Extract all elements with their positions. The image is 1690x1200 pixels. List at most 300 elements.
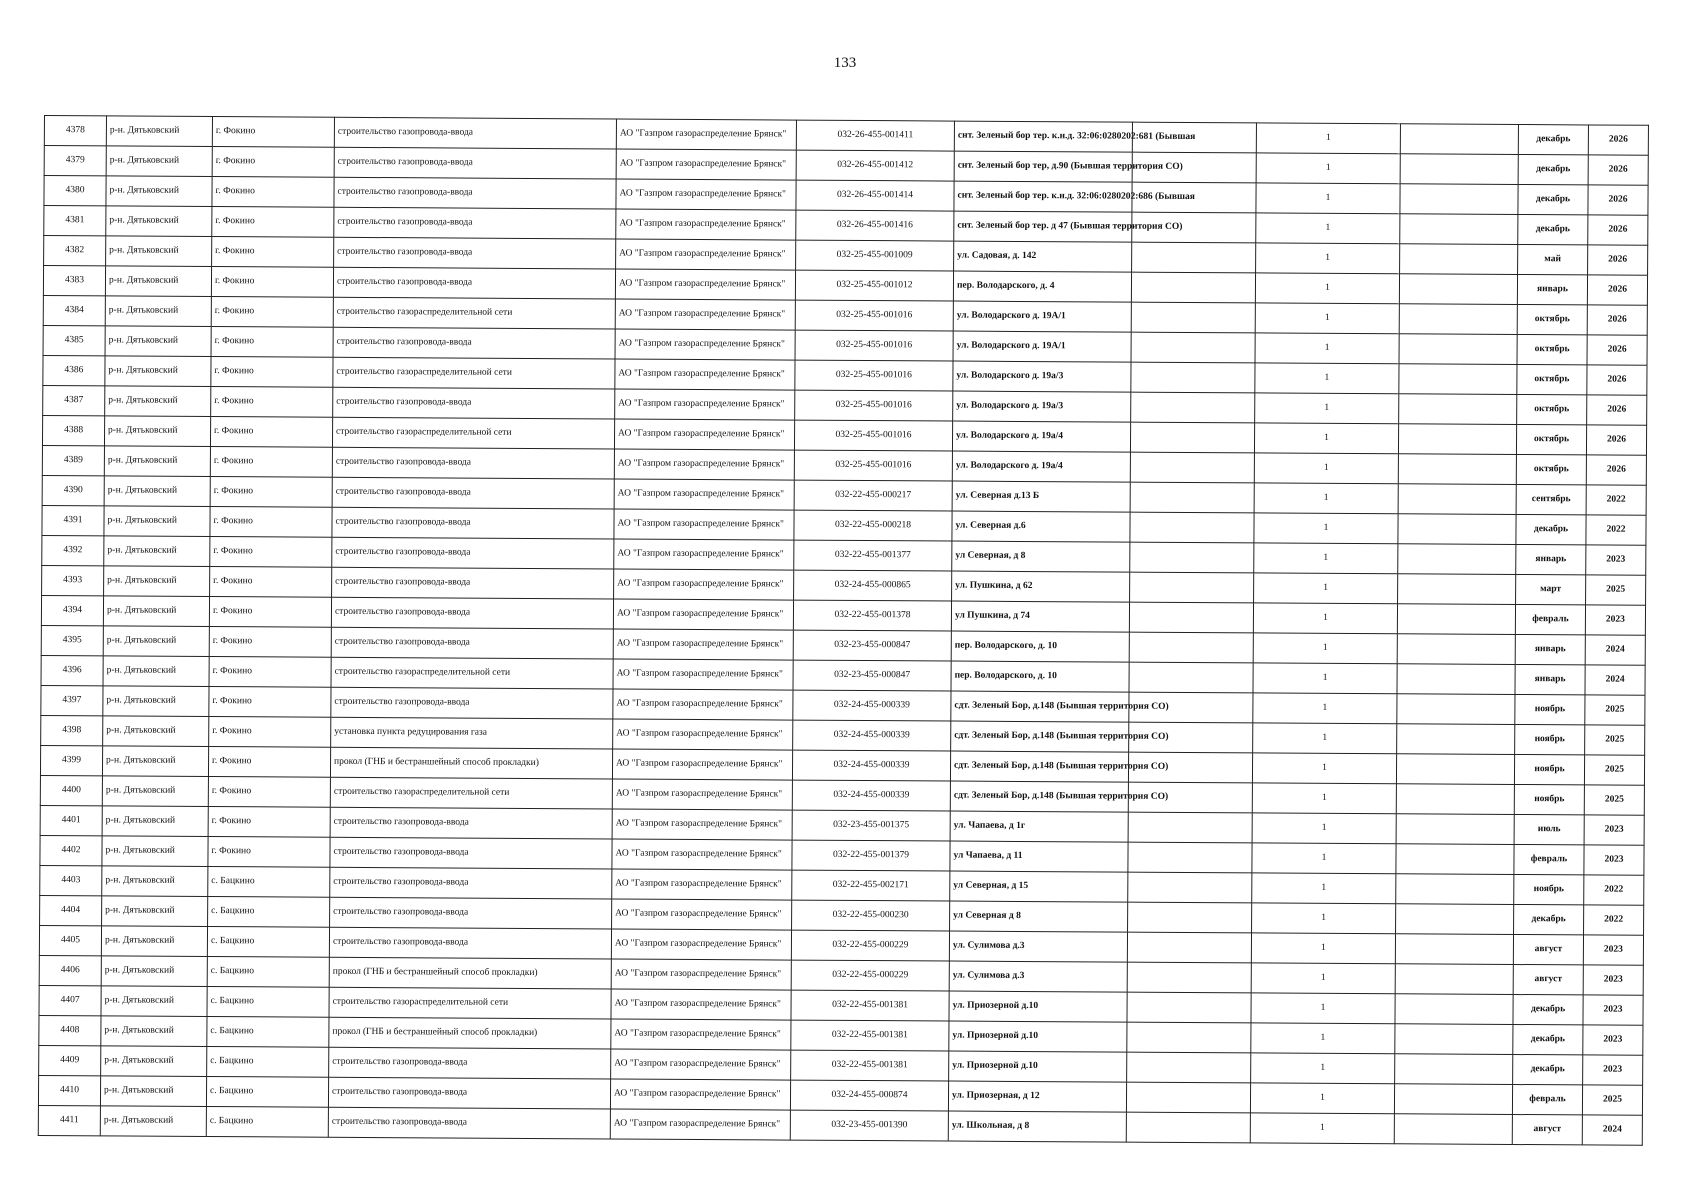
application-number-cell: 032-24-455-000865 — [794, 570, 952, 601]
month-cell: октябрь — [1517, 335, 1587, 365]
empty-cell — [1130, 512, 1254, 543]
work-type-cell: строительство газопровода-ввода — [332, 537, 614, 569]
empty-cell — [1397, 604, 1515, 635]
organization-cell: АО "Газпром газораспределение Брянск" — [612, 899, 792, 930]
row-number: 4409 — [39, 1045, 101, 1075]
locality-cell: г. Фокино — [209, 717, 331, 748]
district-cell: р-н. Дятьковский — [105, 326, 211, 357]
year-cell: 2023 — [1584, 845, 1644, 875]
district-cell: р-н. Дятьковский — [104, 416, 210, 447]
year-cell: 2023 — [1583, 995, 1643, 1025]
work-type-cell: строительство газораспределительной сети — [330, 777, 612, 809]
empty-cell — [1400, 154, 1518, 185]
application-number-cell: 032-23-455-001390 — [790, 1110, 948, 1141]
quantity-cell: 1 — [1253, 603, 1397, 634]
locality-cell: г. Фокино — [208, 807, 330, 838]
row-number: 4402 — [40, 835, 102, 865]
empty-cell — [1397, 694, 1515, 725]
year-cell: 2026 — [1588, 215, 1648, 245]
application-number-cell: 032-24-455-000339 — [793, 720, 951, 751]
district-cell: р-н. Дятьковский — [103, 716, 209, 747]
work-type-cell: строительство газопровода-ввода — [328, 1107, 610, 1139]
year-cell: 2026 — [1587, 305, 1647, 335]
application-number-cell: 032-23-455-000847 — [793, 660, 951, 691]
locality-cell: с. Бацкино — [207, 987, 329, 1018]
address-cell: ул. Северная д.13 Б — [952, 481, 1130, 512]
empty-cell — [1399, 394, 1517, 425]
empty-cell — [1131, 332, 1255, 363]
district-cell: р-н. Дятьковский — [101, 986, 207, 1017]
application-number-cell: 032-23-455-000847 — [793, 630, 951, 661]
empty-cell — [1130, 452, 1254, 483]
work-type-cell: строительство газораспределительной сети — [333, 297, 615, 329]
year-cell: 2025 — [1586, 575, 1646, 605]
district-cell: р-н. Дятьковский — [103, 656, 209, 687]
district-cell: р-н. Дятьковский — [101, 956, 207, 987]
application-number-cell: 032-24-455-000339 — [793, 690, 951, 721]
month-cell: январь — [1516, 544, 1586, 574]
empty-cell — [1126, 1082, 1250, 1113]
organization-cell: АО "Газпром газораспределение Брянск" — [610, 1109, 790, 1140]
row-number: 4407 — [39, 985, 101, 1015]
row-number: 4395 — [41, 625, 103, 655]
district-cell: р-н. Дятьковский — [102, 896, 208, 927]
organization-cell: АО "Газпром газораспределение Брянск" — [614, 509, 794, 540]
address-cell: ул. Пушкина, д 62 — [952, 571, 1130, 602]
quantity-cell: 1 — [1256, 243, 1400, 274]
work-type-cell: строительство газопровода-ввода — [330, 867, 612, 899]
address-cell: сдт. Зеленый Бор, д.148 (Бывшая территория СО) — [950, 781, 1128, 812]
row-number: 4389 — [42, 445, 104, 475]
address-cell: ул. Приозерной д.10 — [949, 991, 1127, 1022]
district-cell: р-н. Дятьковский — [106, 236, 212, 267]
empty-cell — [1130, 572, 1254, 603]
locality-cell: с. Бацкино — [207, 957, 329, 988]
empty-cell — [1400, 124, 1518, 155]
month-cell: февраль — [1515, 604, 1585, 634]
address-cell: снт. Зеленый бор тер. к.н.д. 32:06:0280202:681 (Бывшая — [954, 121, 1132, 152]
application-number-cell: 032-25-455-001016 — [795, 330, 953, 361]
work-type-cell: строительство газопровода-ввода — [328, 1077, 610, 1109]
work-type-cell: прокол (ГНБ и бестраншейный способ прокладки) — [330, 747, 612, 779]
locality-cell: г. Фокино — [209, 627, 331, 658]
month-cell: ноябрь — [1514, 784, 1584, 814]
organization-cell: АО "Газпром газораспределение Брянск" — [614, 449, 794, 480]
row-number: 4403 — [40, 865, 102, 895]
application-number-cell: 032-22-455-001381 — [791, 1020, 949, 1051]
application-number-cell: 032-26-455-001412 — [796, 150, 954, 181]
year-cell: 2025 — [1585, 725, 1645, 755]
year-cell: 2024 — [1585, 635, 1645, 665]
empty-cell — [1129, 662, 1253, 693]
organization-cell: АО "Газпром газораспределение Брянск" — [615, 359, 795, 390]
work-type-cell: прокол (ГНБ и бестраншейный способ прокладки) — [329, 1017, 611, 1049]
row-number: 4386 — [43, 355, 105, 385]
month-cell: декабрь — [1518, 155, 1588, 185]
empty-cell — [1394, 1084, 1512, 1115]
empty-cell — [1398, 424, 1516, 455]
application-number-cell: 032-22-455-001381 — [791, 990, 949, 1021]
district-cell: р-н. Дятьковский — [106, 116, 212, 147]
locality-cell: г. Фокино — [210, 417, 332, 448]
locality-cell: г. Фокино — [210, 567, 332, 598]
application-number-cell: 032-26-455-001414 — [796, 180, 954, 211]
address-cell: пер. Володарского, д. 10 — [951, 631, 1129, 662]
empty-cell — [1396, 784, 1514, 815]
empty-cell — [1399, 364, 1517, 395]
empty-cell — [1400, 214, 1518, 245]
work-type-cell: строительство газораспределительной сети — [332, 417, 614, 449]
locality-cell: с. Бацкино — [207, 1047, 329, 1078]
empty-cell — [1127, 962, 1251, 993]
row-number: 4396 — [41, 655, 103, 685]
organization-cell: АО "Газпром газораспределение Брянск" — [612, 749, 792, 780]
organization-cell: АО "Газпром газораспределение Брянск" — [616, 179, 796, 210]
empty-cell — [1130, 482, 1254, 513]
year-cell: 2026 — [1588, 125, 1648, 155]
empty-cell — [1129, 602, 1253, 633]
locality-cell: г. Фокино — [208, 837, 330, 868]
month-cell: декабрь — [1518, 125, 1588, 155]
row-number: 4381 — [44, 206, 106, 236]
row-number: 4394 — [41, 595, 103, 625]
organization-cell: АО "Газпром газораспределение Брянск" — [613, 719, 793, 750]
address-cell: ул. Володарского д. 19а/4 — [952, 421, 1130, 452]
application-number-cell: 032-25-455-001012 — [795, 270, 953, 301]
application-number-cell: 032-23-455-001375 — [792, 810, 950, 841]
application-number-cell: 032-26-455-001416 — [796, 210, 954, 241]
empty-cell — [1130, 422, 1254, 453]
year-cell: 2026 — [1587, 335, 1647, 365]
organization-cell: АО "Газпром газораспределение Брянск" — [613, 659, 793, 690]
quantity-cell: 1 — [1253, 693, 1397, 724]
row-number: 4390 — [42, 475, 104, 505]
work-type-cell: строительство газораспределительной сети — [331, 657, 613, 689]
year-cell: 2026 — [1588, 185, 1648, 215]
month-cell: январь — [1515, 634, 1585, 664]
month-cell: декабрь — [1518, 185, 1588, 215]
district-cell: р-н. Дятьковский — [105, 356, 211, 387]
empty-cell — [1127, 992, 1251, 1023]
organization-cell: АО "Газпром газораспределение Брянск" — [612, 839, 792, 870]
gas-connection-table — [38, 115, 1649, 1146]
row-number: 4383 — [43, 266, 105, 296]
quantity-cell: 1 — [1252, 783, 1396, 814]
organization-cell: АО "Газпром газораспределение Брянск" — [615, 329, 795, 360]
district-cell: р-н. Дятьковский — [102, 806, 208, 837]
row-number: 4391 — [42, 505, 104, 535]
quantity-cell: 1 — [1251, 1023, 1395, 1054]
quantity-cell: 1 — [1253, 633, 1397, 664]
address-cell: ул Пушкина, д 74 — [951, 601, 1129, 632]
address-cell: ул. Приозерной д.10 — [949, 1021, 1127, 1052]
work-type-cell: строительство газопровода-ввода — [334, 177, 616, 209]
quantity-cell: 1 — [1252, 903, 1396, 934]
quantity-cell: 1 — [1256, 183, 1400, 214]
month-cell: август — [1513, 934, 1583, 964]
district-cell: р-н. Дятьковский — [104, 446, 210, 477]
work-type-cell: строительство газопровода-ввода — [331, 597, 613, 629]
quantity-cell: 1 — [1252, 843, 1396, 874]
work-type-cell: строительство газопровода-ввода — [334, 237, 616, 269]
work-type-cell: строительство газопровода-ввода — [330, 807, 612, 839]
empty-cell — [1396, 904, 1514, 935]
application-number-cell: 032-25-455-001016 — [795, 300, 953, 331]
month-cell: декабрь — [1516, 514, 1586, 544]
work-type-cell: строительство газопровода-ввода — [332, 567, 614, 599]
year-cell: 2026 — [1588, 155, 1648, 185]
year-cell: 2026 — [1586, 425, 1646, 455]
work-type-cell: строительство газопровода-ввода — [329, 927, 611, 959]
address-cell: ул. Сулимова д.3 — [949, 961, 1127, 992]
locality-cell: с. Бацкино — [207, 927, 329, 958]
work-type-cell: строительство газопровода-ввода — [331, 687, 613, 719]
empty-cell — [1398, 514, 1516, 545]
row-number: 4400 — [40, 775, 102, 805]
application-number-cell: 032-22-455-000217 — [794, 480, 952, 511]
empty-cell — [1396, 814, 1514, 845]
row-number: 4384 — [43, 295, 105, 325]
district-cell: р-н. Дятьковский — [103, 686, 209, 717]
locality-cell: г. Фокино — [212, 237, 334, 268]
row-number: 4385 — [43, 325, 105, 355]
locality-cell: г. Фокино — [208, 747, 330, 778]
year-cell: 2026 — [1586, 455, 1646, 485]
application-number-cell: 032-25-455-001009 — [796, 240, 954, 271]
organization-cell: АО "Газпром газораспределение Брянск" — [613, 689, 793, 720]
empty-cell — [1397, 634, 1515, 665]
organization-cell: АО "Газпром газораспределение Брянск" — [616, 119, 796, 150]
row-number: 4410 — [38, 1075, 100, 1105]
district-cell: р-н. Дятьковский — [102, 746, 208, 777]
empty-cell — [1396, 844, 1514, 875]
application-number-cell: 032-22-455-001377 — [794, 540, 952, 571]
address-cell: ул Чапаева, д 11 — [950, 841, 1128, 872]
empty-cell — [1398, 574, 1516, 605]
month-cell: ноябрь — [1514, 754, 1584, 784]
locality-cell: г. Фокино — [211, 387, 333, 418]
year-cell: 2025 — [1585, 695, 1645, 725]
year-cell: 2023 — [1584, 815, 1644, 845]
month-cell: июль — [1514, 814, 1584, 844]
address-cell: сдт. Зеленый Бор, д.148 (Бывшая территория СО) — [951, 691, 1129, 722]
district-cell: р-н. Дятьковский — [101, 926, 207, 957]
address-cell: снт. Зеленый бор тер. д 47 (Бывшая территория СО) — [954, 211, 1132, 242]
application-number-cell: 032-22-455-001378 — [793, 600, 951, 631]
row-number: 4387 — [43, 385, 105, 415]
quantity-cell: 1 — [1253, 723, 1397, 754]
organization-cell: АО "Газпром газораспределение Брянск" — [611, 959, 791, 990]
year-cell: 2023 — [1583, 1025, 1643, 1055]
month-cell: декабрь — [1513, 1024, 1583, 1054]
organization-cell: АО "Газпром газораспределение Брянск" — [616, 239, 796, 270]
locality-cell: г. Фокино — [212, 177, 334, 208]
organization-cell: АО "Газпром газораспределение Брянск" — [615, 269, 795, 300]
address-cell: ул. Володарского д. 19а/3 — [953, 391, 1131, 422]
work-type-cell: строительство газопровода-ввода — [331, 627, 613, 659]
address-cell: ул. Северная д.6 — [952, 511, 1130, 542]
address-cell: сдт. Зеленый Бор, д.148 (Бывшая территория СО) — [950, 751, 1128, 782]
locality-cell: г. Фокино — [209, 657, 331, 688]
work-type-cell: строительство газопровода-ввода — [329, 1047, 611, 1079]
month-cell: сентябрь — [1516, 485, 1586, 515]
empty-cell — [1132, 242, 1256, 273]
locality-cell: г. Фокино — [209, 597, 331, 628]
address-cell: ул. Володарского д. 19а/3 — [953, 361, 1131, 392]
quantity-cell: 1 — [1250, 1083, 1394, 1114]
work-type-cell: строительство газопровода-ввода — [330, 897, 612, 929]
year-cell: 2023 — [1586, 545, 1646, 575]
locality-cell: г. Фокино — [211, 327, 333, 358]
month-cell: август — [1513, 964, 1583, 994]
empty-cell — [1130, 542, 1254, 573]
year-cell: 2026 — [1587, 365, 1647, 395]
district-cell: р-н. Дятьковский — [106, 206, 212, 237]
district-cell: р-н. Дятьковский — [100, 1076, 206, 1107]
application-number-cell: 032-24-455-000874 — [790, 1080, 948, 1111]
month-cell: ноябрь — [1514, 874, 1584, 904]
month-cell: ноябрь — [1515, 694, 1585, 724]
organization-cell: АО "Газпром газораспределение Брянск" — [616, 149, 796, 180]
year-cell: 2025 — [1584, 755, 1644, 785]
quantity-cell: 1 — [1251, 963, 1395, 994]
organization-cell: АО "Газпром газораспределение Брянск" — [614, 539, 794, 570]
row-number: 4398 — [41, 715, 103, 745]
district-cell: р-н. Дятьковский — [101, 1016, 207, 1047]
quantity-cell: 1 — [1252, 753, 1396, 784]
quantity-cell: 1 — [1254, 423, 1398, 454]
application-number-cell: 032-22-455-000229 — [791, 930, 949, 961]
empty-cell — [1128, 812, 1252, 843]
district-cell: р-н. Дятьковский — [104, 476, 210, 507]
locality-cell: с. Бацкино — [206, 1077, 328, 1108]
application-number-cell: 032-25-455-001016 — [794, 450, 952, 481]
organization-cell: АО "Газпром газораспределение Брянск" — [610, 1079, 790, 1110]
quantity-cell: 1 — [1254, 573, 1398, 604]
locality-cell: г. Фокино — [210, 537, 332, 568]
address-cell: ул. Школьная, д 8 — [948, 1111, 1126, 1142]
organization-cell: АО "Газпром газораспределение Брянск" — [611, 1019, 791, 1050]
month-cell: май — [1518, 245, 1588, 275]
empty-cell — [1398, 484, 1516, 515]
application-number-cell: 032-22-455-000218 — [794, 510, 952, 541]
year-cell: 2026 — [1587, 275, 1647, 305]
address-cell: сдт. Зеленый Бор, д.148 (Бывшая территория СО) — [951, 721, 1129, 752]
quantity-cell: 1 — [1251, 993, 1395, 1024]
quantity-cell: 1 — [1255, 273, 1399, 304]
row-number: 4406 — [39, 955, 101, 985]
organization-cell: АО "Газпром газораспределение Брянск" — [614, 419, 794, 450]
application-number-cell: 032-25-455-001016 — [795, 360, 953, 391]
work-type-cell: строительство газопровода-ввода — [333, 267, 615, 299]
locality-cell: г. Фокино — [210, 507, 332, 538]
month-cell: март — [1516, 574, 1586, 604]
application-number-cell: 032-24-455-000339 — [792, 780, 950, 811]
district-cell: р-н. Дятьковский — [104, 506, 210, 537]
empty-cell — [1395, 964, 1513, 995]
table-body — [38, 116, 1648, 1146]
district-cell: р-н. Дятьковский — [106, 146, 212, 177]
work-type-cell: прокол (ГНБ и бестраншейный способ прокладки) — [329, 957, 611, 989]
application-number-cell: 032-25-455-001016 — [794, 420, 952, 451]
year-cell: 2022 — [1584, 905, 1644, 935]
organization-cell: АО "Газпром газораспределение Брянск" — [611, 989, 791, 1020]
empty-cell — [1396, 874, 1514, 905]
month-cell: октябрь — [1516, 425, 1586, 455]
year-cell: 2023 — [1583, 1055, 1643, 1085]
work-type-cell: строительство газопровода-ввода — [332, 447, 614, 479]
locality-cell: г. Фокино — [210, 477, 332, 508]
month-cell: февраль — [1512, 1084, 1582, 1114]
district-cell: р-н. Дятьковский — [102, 866, 208, 897]
district-cell: р-н. Дятьковский — [102, 836, 208, 867]
district-cell: р-н. Дятьковский — [102, 776, 208, 807]
address-cell: ул. Володарского д. 19А/1 — [953, 301, 1131, 332]
row-number: 4399 — [40, 745, 102, 775]
application-number-cell: 032-22-455-001379 — [792, 840, 950, 871]
work-type-cell: строительство газопровода-ввода — [333, 327, 615, 359]
work-type-cell: строительство газопровода-ввода — [334, 147, 616, 179]
empty-cell — [1128, 842, 1252, 873]
locality-cell: г. Фокино — [211, 357, 333, 388]
empty-cell — [1400, 244, 1518, 275]
locality-cell: с. Бацкино — [206, 1107, 328, 1138]
row-number: 4379 — [44, 146, 106, 176]
month-cell: ноябрь — [1515, 724, 1585, 754]
work-type-cell: строительство газопровода-ввода — [332, 477, 614, 509]
quantity-cell: 1 — [1254, 483, 1398, 514]
quantity-cell: 1 — [1251, 1053, 1395, 1084]
district-cell: р-н. Дятьковский — [101, 1046, 207, 1077]
month-cell: октябрь — [1516, 455, 1586, 485]
district-cell: р-н. Дятьковский — [104, 566, 210, 597]
work-type-cell: строительство газопровода-ввода — [332, 507, 614, 539]
address-cell: ул. Володарского д. 19А/1 — [953, 331, 1131, 362]
quantity-cell: 1 — [1255, 363, 1399, 394]
month-cell: декабрь — [1513, 1054, 1583, 1084]
month-cell: январь — [1517, 275, 1587, 305]
year-cell: 2025 — [1582, 1085, 1642, 1115]
row-number: 4404 — [40, 895, 102, 925]
quantity-cell: 1 — [1252, 813, 1396, 844]
quantity-cell: 1 — [1250, 1113, 1394, 1144]
locality-cell: г. Фокино — [212, 117, 334, 148]
locality-cell: г. Фокино — [211, 297, 333, 328]
district-cell: р-н. Дятьковский — [105, 266, 211, 297]
year-cell: 2025 — [1584, 785, 1644, 815]
organization-cell: АО "Газпром газораспределение Брянск" — [612, 779, 792, 810]
locality-cell: г. Фокино — [212, 207, 334, 238]
empty-cell — [1129, 632, 1253, 663]
row-number: 4382 — [44, 236, 106, 266]
application-number-cell: 032-26-455-001411 — [796, 120, 954, 151]
month-cell: октябрь — [1517, 305, 1587, 335]
address-cell: ул. Чапаева, д 1г — [950, 811, 1128, 842]
row-number: 4405 — [39, 925, 101, 955]
row-number: 4392 — [42, 535, 104, 565]
organization-cell: АО "Газпром газораспределение Брянск" — [613, 599, 793, 630]
district-cell: р-н. Дятьковский — [100, 1106, 206, 1137]
year-cell: 2022 — [1584, 875, 1644, 905]
application-number-cell: 032-22-455-000230 — [792, 900, 950, 931]
work-type-cell: установка пункта редуцирования газа — [331, 717, 613, 749]
address-cell: ул. Приозерной д.10 — [949, 1051, 1127, 1082]
address-cell: ул. Садовая, д. 142 — [954, 241, 1132, 272]
empty-cell — [1127, 1052, 1251, 1083]
locality-cell: с. Бацкино — [207, 1017, 329, 1048]
organization-cell: АО "Газпром газораспределение Брянск" — [614, 569, 794, 600]
quantity-cell: 1 — [1254, 543, 1398, 574]
